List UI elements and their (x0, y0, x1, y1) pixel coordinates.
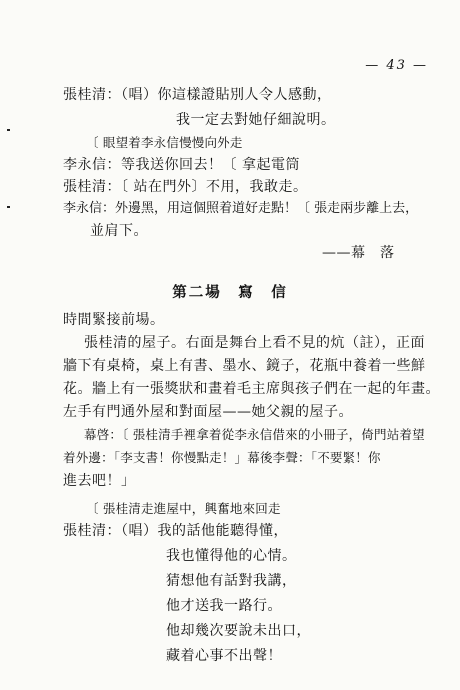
body-line: 時間緊接前場。 (63, 312, 165, 328)
dialogue-line: 他才送我一路行。 (166, 598, 282, 614)
stage-direction: 並肩下。 (90, 223, 148, 239)
body-line: 着外邊：「李支書！你慢點走！」幕後李聲：「不要緊！你 (63, 450, 381, 465)
body-line: 張桂清的屋子。右面是舞台上看不見的炕（註），正面 (84, 335, 425, 351)
body-line: 幕啓：〔 張桂清手裡拿着從李永信借來的小冊子，倚門站着望 (84, 427, 425, 442)
scene-title: 第二場 寫 信 (172, 284, 288, 301)
body-line: 進去吧！」 (63, 473, 136, 489)
margin-mark (7, 206, 10, 208)
page-number: — 43 — (365, 58, 428, 73)
dialogue-line: 我也懂得他的心情。 (166, 548, 297, 564)
body-line: 左手有門通外屋和對面屋——她父親的屋子。 (63, 404, 353, 420)
margin-mark (7, 129, 10, 131)
dialogue-line: 猜想他有話對我講， (166, 573, 297, 589)
dialogue-line: 他却幾次要說未出口， (166, 623, 311, 639)
body-line: 花。牆上有一張獎狀和畫着毛主席與孩子們在一起的年畫。 (63, 381, 440, 397)
dialogue-line: 藏着心事不出聲！ (166, 648, 282, 664)
dialogue-line: 李永信：等我送你回去！〔 拿起電筒 (63, 157, 300, 173)
dialogue-line: 我一定去對她仔細說明。 (176, 112, 336, 128)
curtain-line: ——幕 落 (322, 245, 395, 261)
dialogue-line: 張桂清：（唱）我的話他能聽得懂， (63, 523, 288, 539)
dialogue-line: 李永信：外邊黑，用這個照着道好走點！〔 張走兩步離上去， (63, 201, 419, 216)
body-line: 牆下有桌椅，桌上有書、墨水、鏡子，花瓶中養着一些鮮 (63, 358, 426, 374)
dialogue-line: 張桂清：（唱）你這樣證貼別人令人感動， (63, 87, 332, 103)
dialogue-line: 張桂清：〔 站在門外〕不用，我敢走。 (63, 179, 308, 195)
stage-direction: 〔 張桂清走進屋中，興奮地來回走 (86, 501, 281, 516)
stage-direction: 〔 眼望着李永信慢慢向外走 (86, 135, 243, 150)
